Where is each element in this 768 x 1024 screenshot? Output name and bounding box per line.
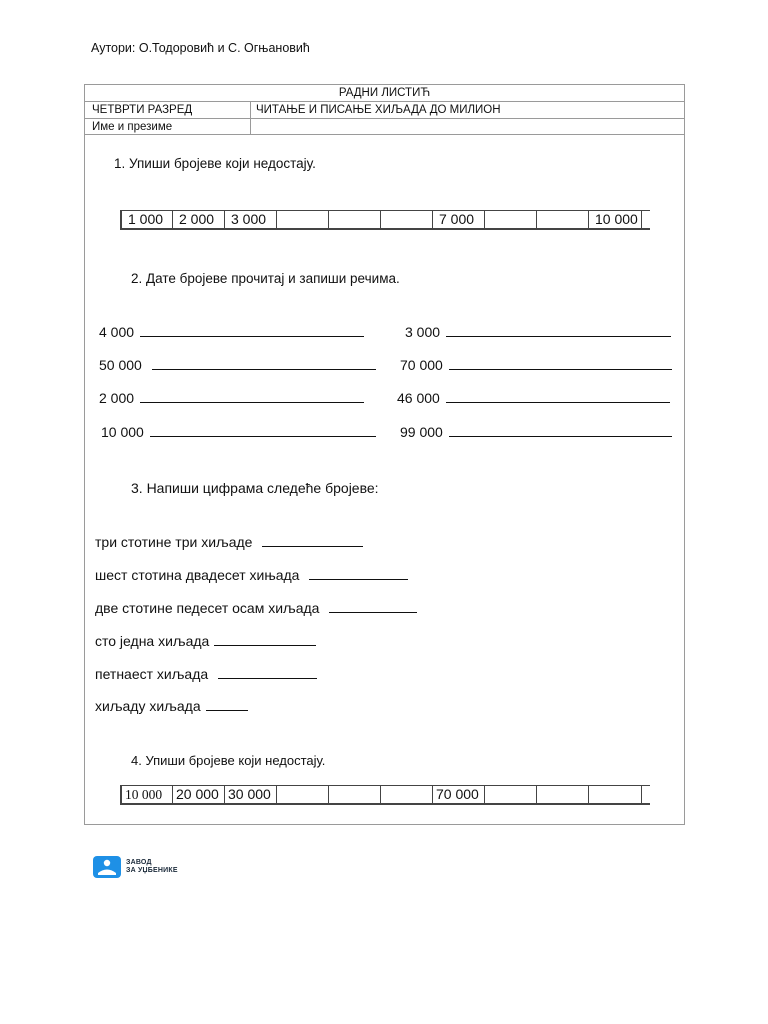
worksheet-title: РАДНИ ЛИСТИЋ (85, 85, 684, 102)
answer-blank[interactable] (449, 368, 672, 370)
number-label: 2 000 (99, 390, 135, 406)
empty-cell[interactable] (328, 786, 380, 803)
number-words: хиљаду хиљада (95, 698, 201, 714)
answer-blank[interactable] (449, 435, 672, 437)
number-cell: 10 000 (588, 211, 642, 228)
number-label: 3 000 (405, 324, 441, 340)
number-words: петнаест хиљада (95, 666, 209, 682)
task2-item (99, 357, 376, 373)
task2-item (99, 324, 364, 340)
logo-line-2: ЗА УЏБЕНИКЕ (126, 867, 178, 874)
number-label: 46 000 (397, 390, 440, 406)
logo-text (126, 859, 178, 875)
task3-item (95, 698, 248, 714)
authors-line: Аутори: О.Тодоровић и С. Огњановић (91, 41, 310, 55)
empty-cell[interactable] (536, 211, 588, 228)
logo-line-1: ЗАВОД (126, 859, 152, 866)
answer-blank[interactable] (152, 368, 376, 370)
task2-item (101, 424, 376, 440)
number-words: три стотине три хиљаде (95, 534, 253, 550)
answer-blank[interactable] (329, 611, 417, 613)
number-cell: 2 000 (172, 211, 224, 228)
empty-cell[interactable] (380, 786, 432, 803)
number-cell: 7 000 (432, 211, 484, 228)
number-words: сто једна хиљада (95, 633, 210, 649)
task2-item (405, 324, 671, 340)
task2-title: 2. Дате бројеве прочитај и запиши речима. (131, 271, 400, 286)
task3-item (95, 567, 408, 583)
task4-title: 4. Упиши бројеве који недостају. (131, 753, 326, 768)
answer-blank[interactable] (214, 644, 316, 646)
answer-blank[interactable] (446, 401, 670, 403)
number-label: 10 000 (101, 424, 144, 440)
task2-item (99, 390, 364, 406)
empty-cell[interactable] (536, 786, 588, 803)
answer-blank[interactable] (206, 709, 248, 711)
number-cell: 20 000 (172, 786, 224, 803)
task3-item (95, 600, 417, 616)
task3-item (95, 534, 363, 550)
number-cell: 70 000 (432, 786, 484, 803)
task2-item (400, 357, 672, 373)
number-label: 50 000 (99, 357, 142, 373)
number-cell: 10 000 (120, 786, 172, 803)
header-divider (250, 102, 251, 118)
header-row-grade (85, 102, 684, 119)
publisher-logo (93, 856, 178, 878)
number-cell: 30 000 (224, 786, 276, 803)
empty-cell[interactable] (380, 211, 432, 228)
task2-item (400, 424, 672, 440)
answer-blank[interactable] (140, 335, 364, 337)
empty-cell[interactable] (588, 786, 642, 803)
task3-item (95, 666, 317, 682)
task3-item (95, 633, 316, 649)
empty-cell[interactable] (276, 786, 328, 803)
task1-number-line (120, 210, 650, 230)
header-divider (250, 119, 251, 134)
answer-blank[interactable] (262, 545, 363, 547)
empty-cell[interactable] (276, 211, 328, 228)
number-label: 4 000 (99, 324, 135, 340)
task1-title: 1. Упиши бројеве који недостају. (114, 156, 316, 171)
answer-blank[interactable] (218, 677, 317, 679)
empty-cell[interactable] (484, 786, 536, 803)
logo-icon (93, 856, 121, 878)
name-field[interactable] (256, 119, 676, 134)
task3-title: 3. Напиши цифрама следеће бројеве: (131, 480, 379, 496)
number-label: 99 000 (400, 424, 443, 440)
name-label: Име и презиме (92, 121, 173, 133)
number-label: 70 000 (400, 357, 443, 373)
grade-label: ЧЕТВРТИ РАЗРЕД (92, 104, 193, 116)
header-row-name (85, 119, 684, 135)
number-cell: 1 000 (120, 211, 172, 228)
answer-blank[interactable] (309, 578, 408, 580)
number-words: шест стотина двадесет хињада (95, 567, 300, 583)
number-words: две стотине педесет осам хиљада (95, 600, 320, 616)
answer-blank[interactable] (446, 335, 671, 337)
task2-item (397, 390, 670, 406)
answer-blank[interactable] (140, 401, 364, 403)
topic-label: ЧИТАЊЕ И ПИСАЊЕ ХИЉАДА ДО МИЛИОН (256, 104, 501, 116)
number-cell: 3 000 (224, 211, 276, 228)
answer-blank[interactable] (150, 435, 376, 437)
task4-number-line (120, 785, 650, 805)
empty-cell[interactable] (328, 211, 380, 228)
empty-cell[interactable] (484, 211, 536, 228)
